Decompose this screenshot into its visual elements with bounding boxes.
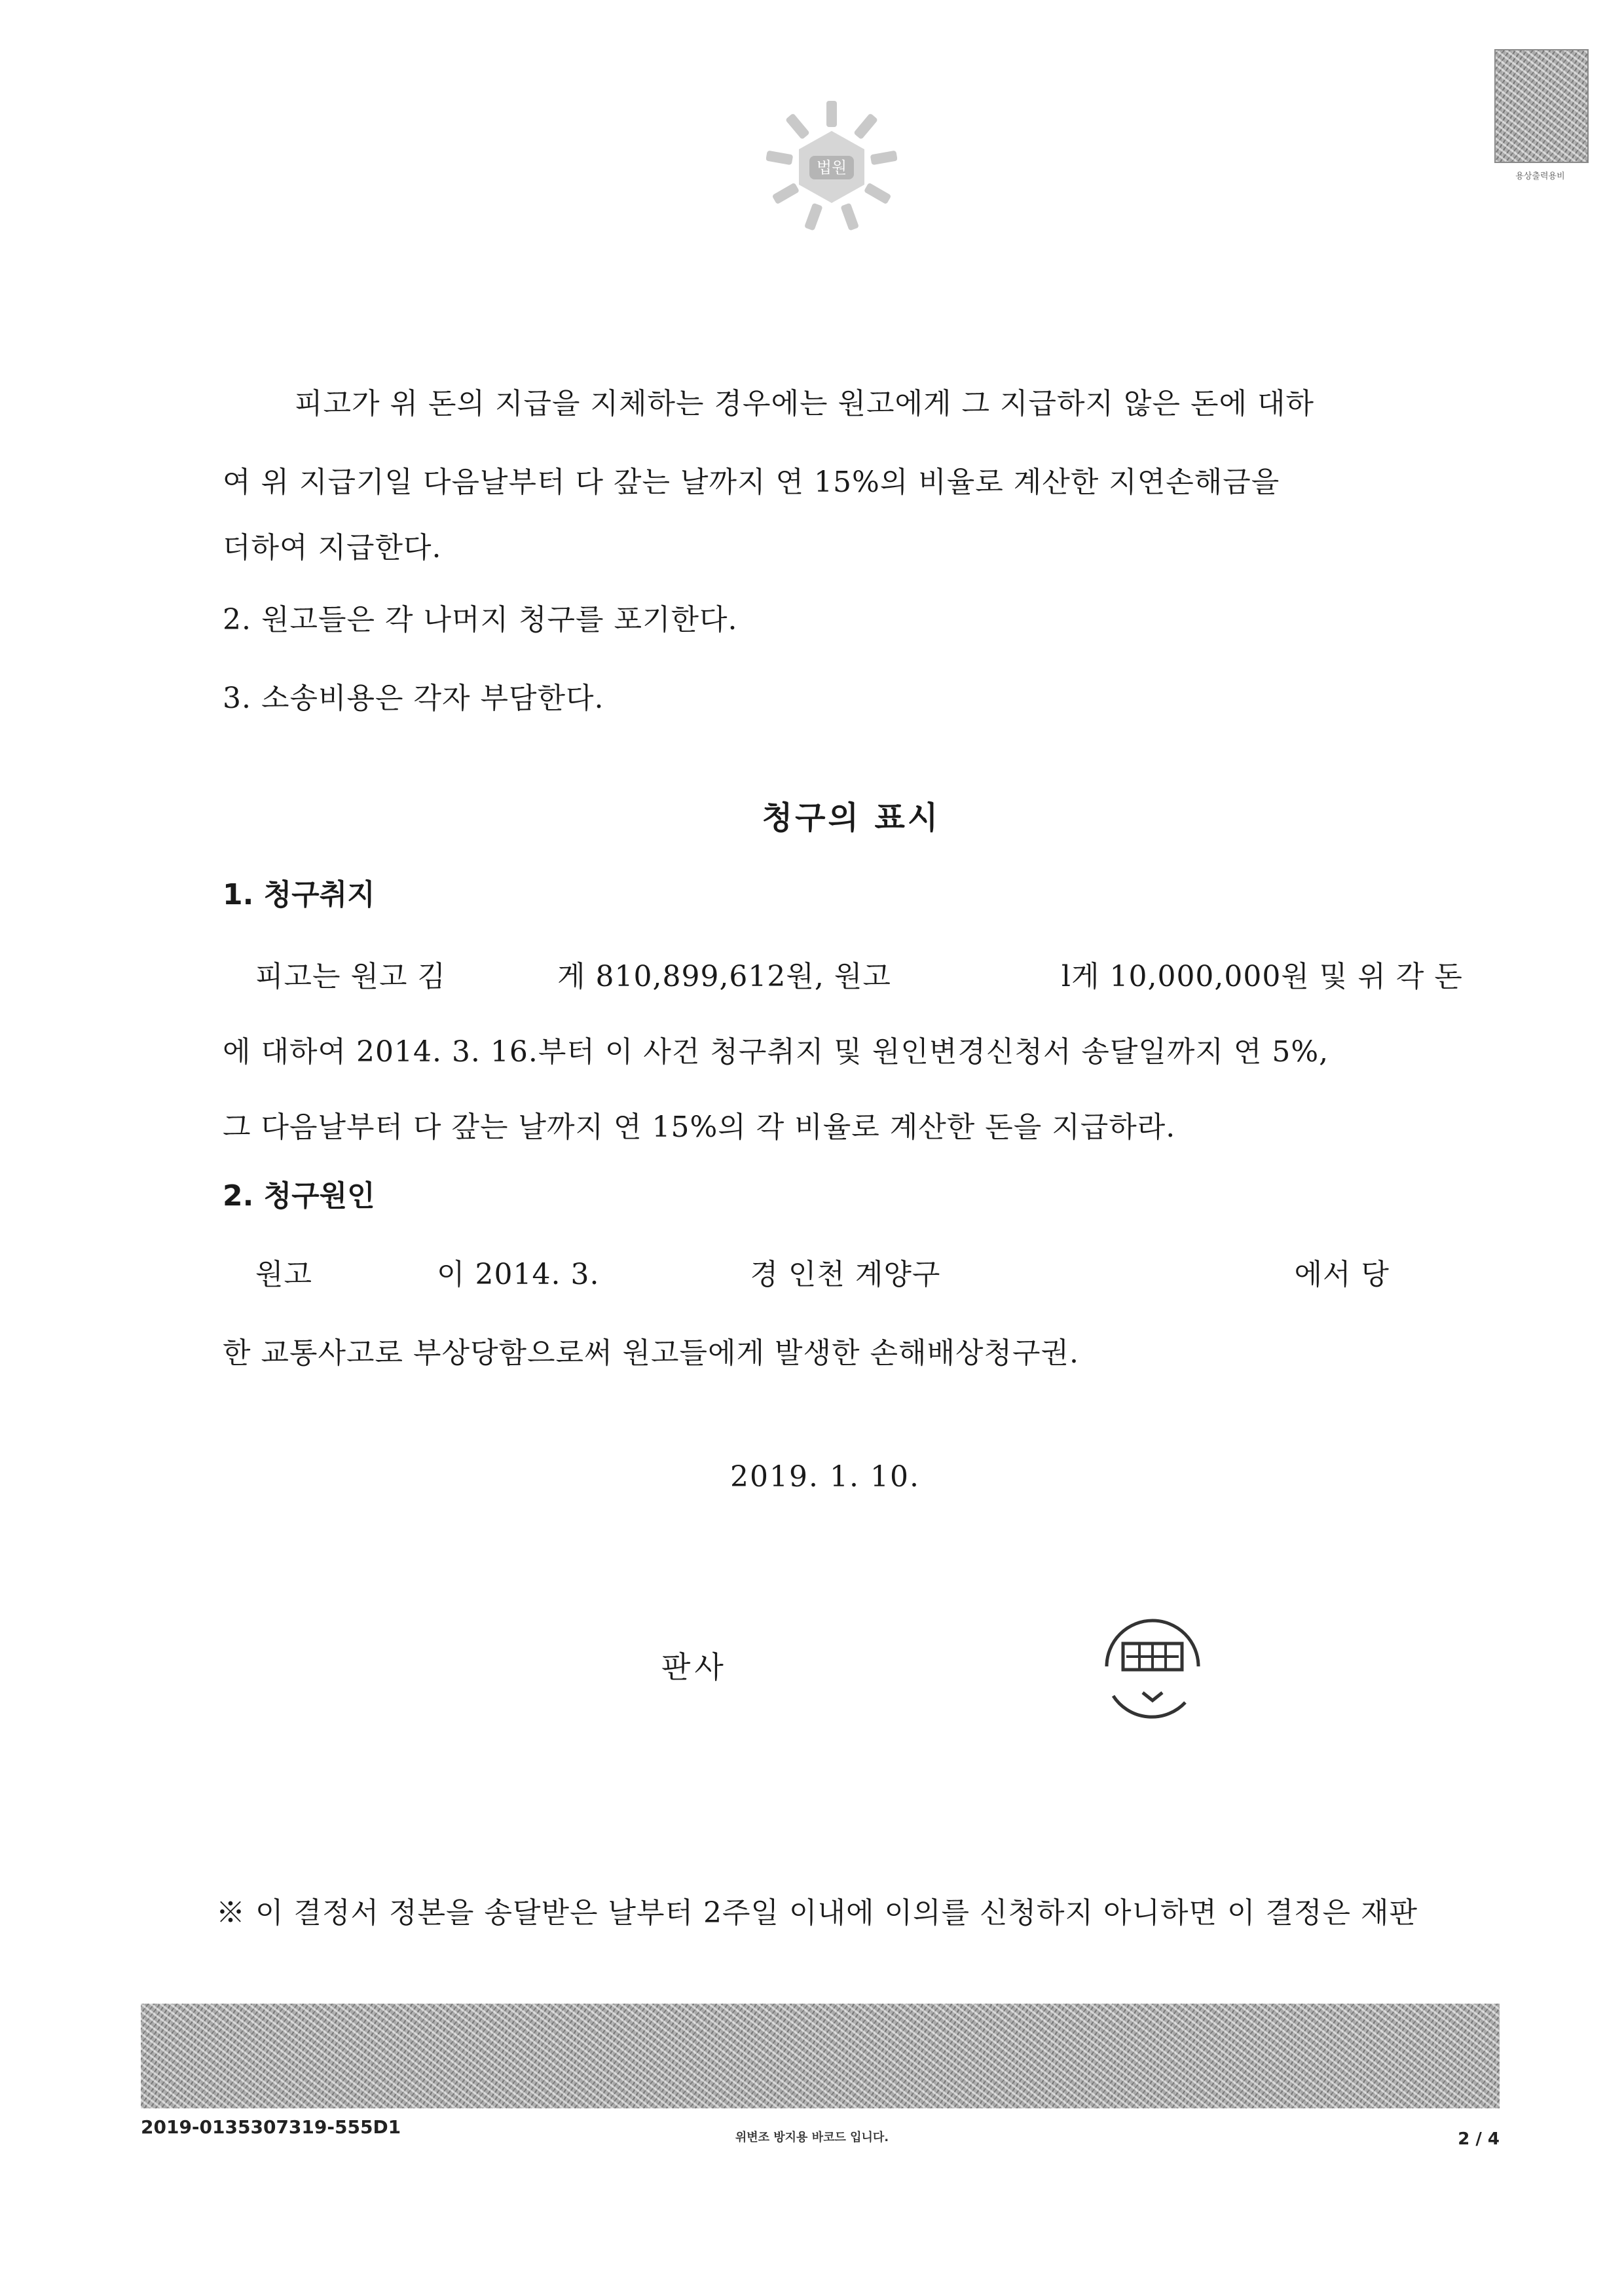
claim-section-1-line-2 [223, 1028, 1441, 1070]
claim-sec2-text-b: 이 2014. 3. [437, 1258, 600, 1291]
body-line-3 [223, 524, 1441, 566]
court-emblem [766, 98, 897, 236]
anti-forgery-barcode [141, 2004, 1500, 2108]
body-line-3-text: 더하여 지급한다. [223, 531, 442, 564]
notice-line [216, 1889, 1447, 1931]
claim-sec1-text-a: 피고는 원고 김 [255, 960, 446, 993]
barcode-note: 위변조 방지용 바코드 입니다. [735, 2131, 889, 2144]
decision-date: 2019. 1. 10. [730, 1460, 920, 1494]
claim-sec1-text-b: 게 810,899,612원, 원고 [557, 960, 891, 993]
claim-sec1-line-2-text: 에 대하여 2014. 3. 16.부터 이 사건 청구취지 및 원인변경신청서 송달일까지 연 5%, [223, 1035, 1329, 1069]
claim-sec2-text-d: 에서 당 [1294, 1258, 1390, 1291]
seal-icon [1087, 1604, 1218, 1735]
claim-section-2-line-2 [223, 1329, 1441, 1371]
body-item-2 [223, 596, 1441, 638]
page-number: 2 / 4 [1458, 2129, 1500, 2149]
claim-section-1-line-3 [223, 1103, 1441, 1145]
body-item-3 [223, 674, 1441, 716]
claim-sec1-text-c: l게 10,000,000원 및 위 각 돈 [1061, 960, 1463, 993]
claim-section-2-title: 2. 청구원인 [223, 1179, 375, 1213]
claim-heading: 청구의 표시 [762, 799, 941, 836]
judge-label: 판사 [661, 1649, 728, 1685]
claim-sec2-line-2-text: 한 교통사고로 부상당함으로써 원고들에게 발생한 손해배상청구권. [223, 1336, 1080, 1370]
claim-sec1-line-3-text: 그 다음날부터 다 갚는 날까지 연 15%의 각 비율로 계산한 돈을 지급하라. [223, 1111, 1176, 1144]
body-line-2-text: 여 위 지급기일 다음날부터 다 갚는 날까지 연 15%의 비율로 계산한 지연손해금을 [223, 466, 1280, 499]
qr-caption: 용상출력용비 [1515, 172, 1565, 181]
judge-seal [1087, 1604, 1218, 1735]
claim-section-1-title: 1. 청구취지 [223, 878, 375, 911]
claim-sec2-text-a: 원고 [255, 1258, 313, 1291]
claim-section-1-line-1 [255, 953, 1463, 995]
qr-code [1494, 49, 1589, 163]
body-item-3-text: 3. 소송비용은 각자 부담한다. [223, 682, 604, 715]
claim-section-2-line-1 [255, 1251, 1441, 1293]
claim-sec2-text-c: 경 인천 계양구 [750, 1258, 941, 1291]
body-line-1 [295, 380, 1441, 422]
body-item-2-text: 2. 원고들은 각 나머지 청구를 포기한다. [223, 603, 738, 636]
body-line-1-text: 피고가 위 돈의 지급을 지체하는 경우에는 원고에게 그 지급하지 않은 돈에 대하 [295, 387, 1314, 420]
notice-text: ※ 이 결정서 정본을 송달받은 날부터 2주일 이내에 이의를 신청하지 아니하면 이 결정은 재판 [216, 1896, 1418, 1930]
document-number: 2019-0135307319-555D1 [141, 2116, 401, 2138]
body-line-2 [223, 458, 1441, 500]
emblem-text: 법원 [816, 158, 847, 177]
